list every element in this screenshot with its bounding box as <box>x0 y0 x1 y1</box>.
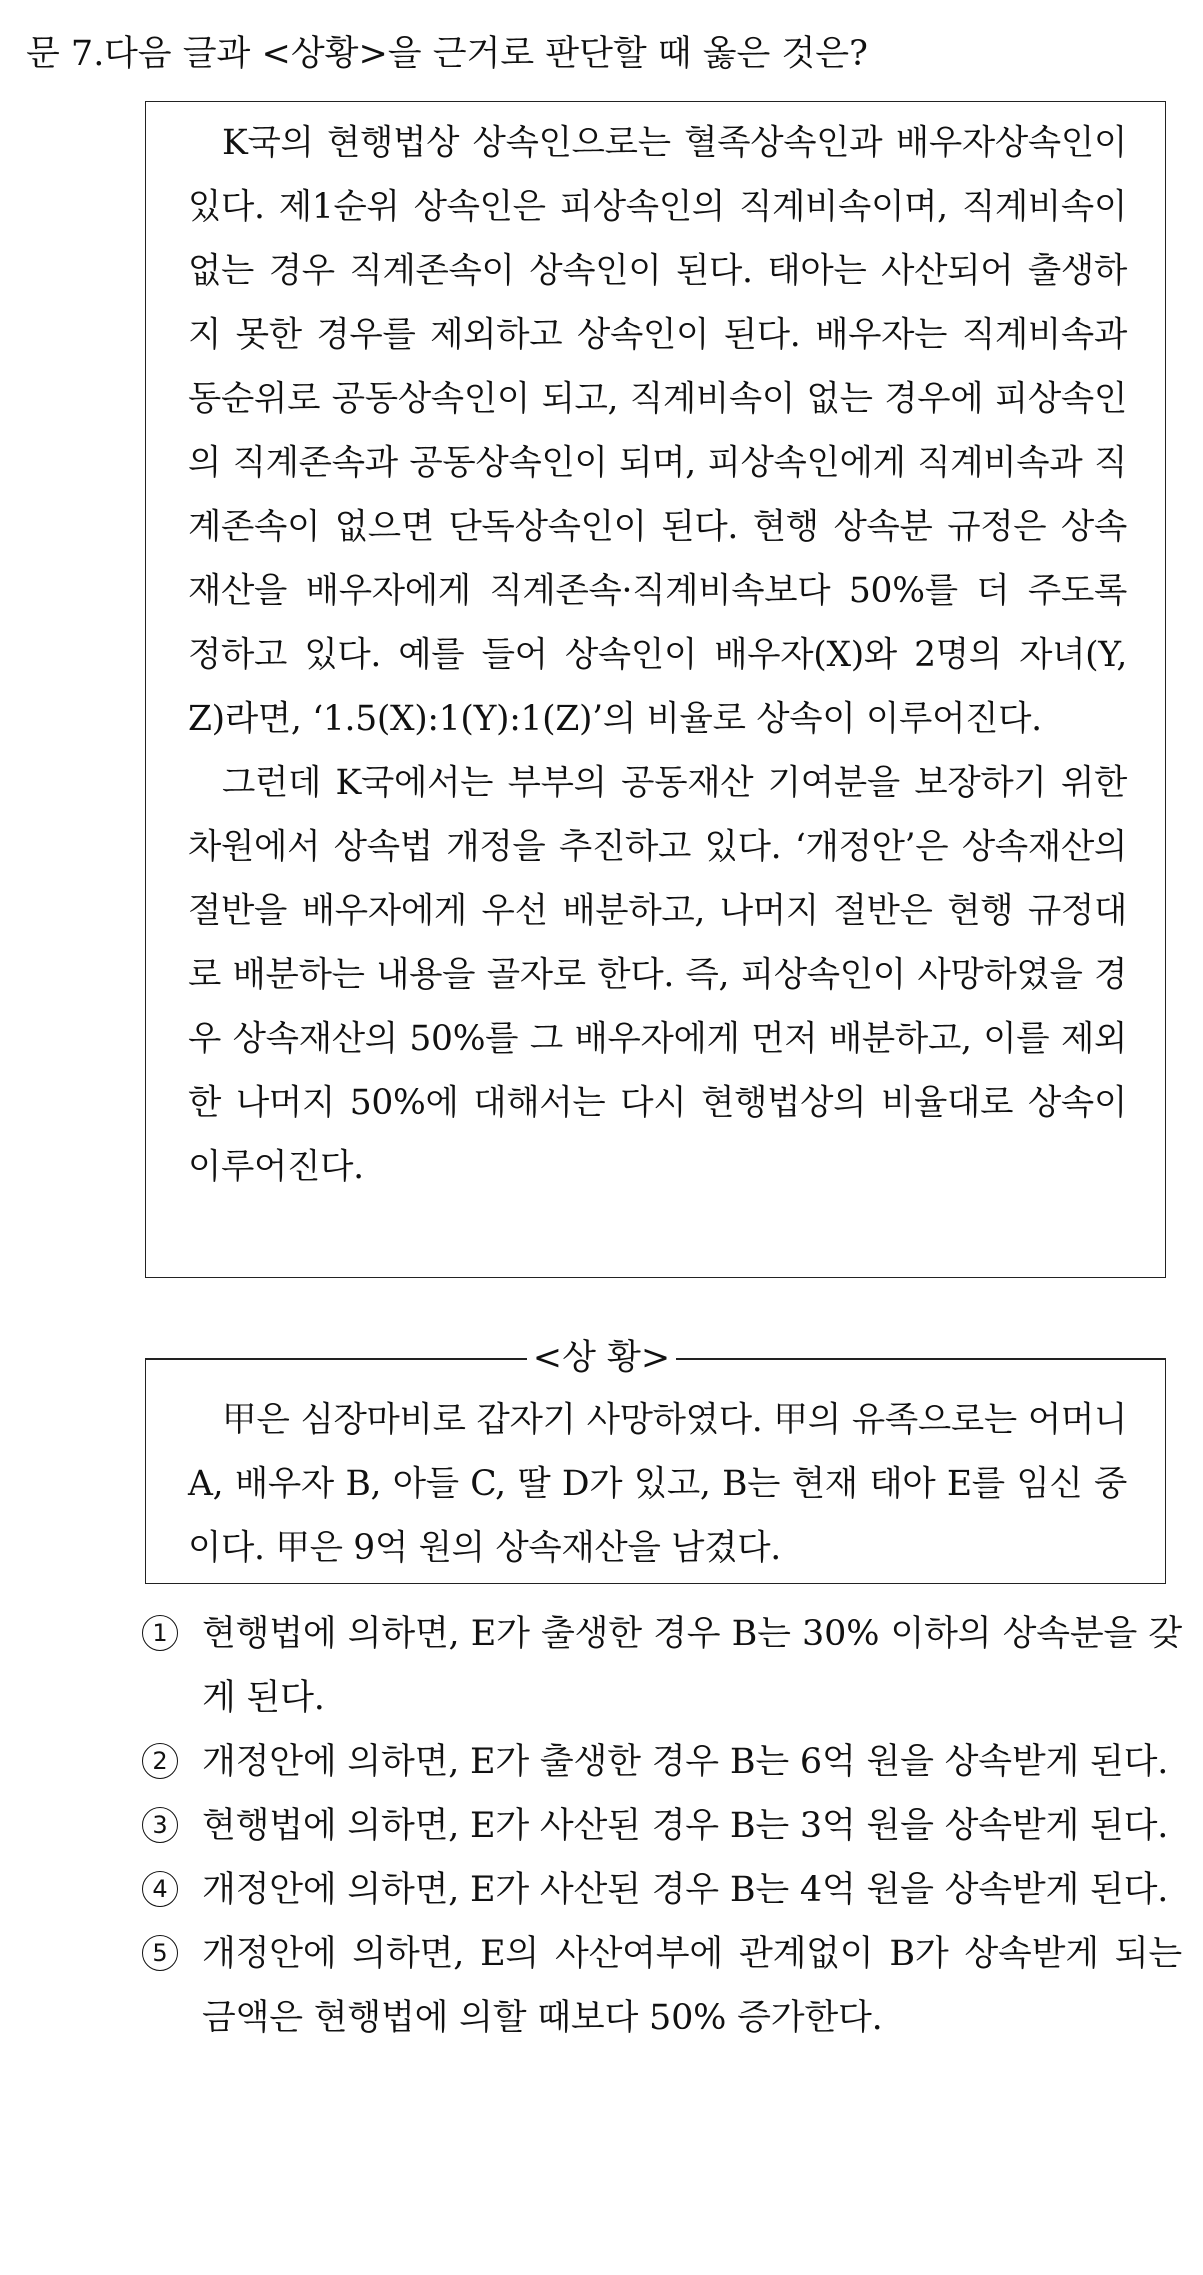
choice-text: 현행법에 의하면, E가 사산된 경우 B는 3억 원을 상속받게 된다. <box>202 1806 1169 1846</box>
passage-paragraph-2: 그런데 K국에서는 부부의 공동재산 기여분을 보장하기 위한 차원에서 상속법 개정을 추진하고 있다. ‘개정안’은 상속재산의 절반을 배우자에게 우선 배분하고, 나머지 절반은 현행 규정대로 배분하는 내용을 골자로 한다. 즉, 피상속인이 사망하였을 경우 상속재산의 50%를 그 배우자에게 먼저 배분하고, 이를 제외한 나머지 50%에 대해서는 다시 현행법상의 비율대로 상속이 이루어진다. <box>188 763 1127 1187</box>
circled-number-icon: 1 <box>142 1615 178 1651</box>
answer-choices <box>142 1602 1182 2050</box>
choice-number <box>142 1794 188 1840</box>
question-number: 문 7. <box>26 34 105 74</box>
circled-number-icon: 3 <box>142 1807 178 1843</box>
circled-number-icon: 4 <box>142 1871 178 1907</box>
question-prompt: 다음 글과 <상황>을 근거로 판단할 때 옳은 것은? <box>104 34 868 74</box>
choice-number <box>142 1858 188 1904</box>
choice-text: 개정안에 의하면, E가 사산된 경우 B는 4억 원을 상속받게 된다. <box>202 1870 1169 1910</box>
choice-number <box>142 1602 188 1648</box>
choice-number <box>142 1922 188 1968</box>
choice-2[interactable] <box>142 1730 1182 1794</box>
situation-text: 甲은 심장마비로 갑자기 사망하였다. 甲의 유족으로는 어머니 A, 배우자 B, 아들 C, 딸 D가 있고, B는 현재 태아 E를 임신 중이다. 甲은 9억 원의 상속재산을 남겼다. <box>188 1400 1127 1568</box>
passage-paragraph-1: K국의 현행법상 상속인으로는 혈족상속인과 배우자상속인이 있다. 제1순위 상속인은 피상속인의 직계비속이며, 직계비속이 없는 경우 직계존속이 상속인이 된다. 태아는 사산되어 출생하지 못한 경우를 제외하고 상속인이 된다. 배우자는 직계비속과 동순위로 공동상속인이 되고, 직계비속이 없는 경우에 피상속인의 직계존속과 공동상속인이 되며, 피상속인에게 직계비속과 직계존속이 없으면 단독상속인이 된다. 현행 상속분 규정은 상속재산을 배우자에게 직계존속·직계비속보다 50%를 더 주도록 정하고 있다. 예를 들어 상속인이 배우자(X)와 2명의 자녀(Y, Z)라면, ‘1.5(X):1(Y):1(Z)’의 비율로 상속이 이루어진다. <box>188 123 1127 739</box>
choice-number <box>142 1730 188 1776</box>
question-header <box>26 28 1176 80</box>
choice-text: 현행법에 의하면, E가 출생한 경우 B는 30% 이하의 상속분을 갖게 된다. <box>202 1614 1182 1718</box>
choice-4[interactable] <box>142 1858 1182 1922</box>
choice-5[interactable] <box>142 1922 1182 2050</box>
situation-box <box>145 1358 1166 1584</box>
choice-1[interactable] <box>142 1602 1182 1730</box>
passage-box <box>145 101 1166 1278</box>
choice-3[interactable] <box>142 1794 1182 1858</box>
situation-title-text: <상 황> <box>527 1338 676 1378</box>
choice-text: 개정안에 의하면, E의 사산여부에 관계없이 B가 상속받게 되는 금액은 현행법에 의할 때보다 50% 증가한다. <box>202 1934 1182 2038</box>
choice-text: 개정안에 의하면, E가 출생한 경우 B는 6억 원을 상속받게 된다. <box>202 1742 1169 1782</box>
circled-number-icon: 5 <box>142 1935 178 1971</box>
circled-number-icon: 2 <box>142 1743 178 1779</box>
